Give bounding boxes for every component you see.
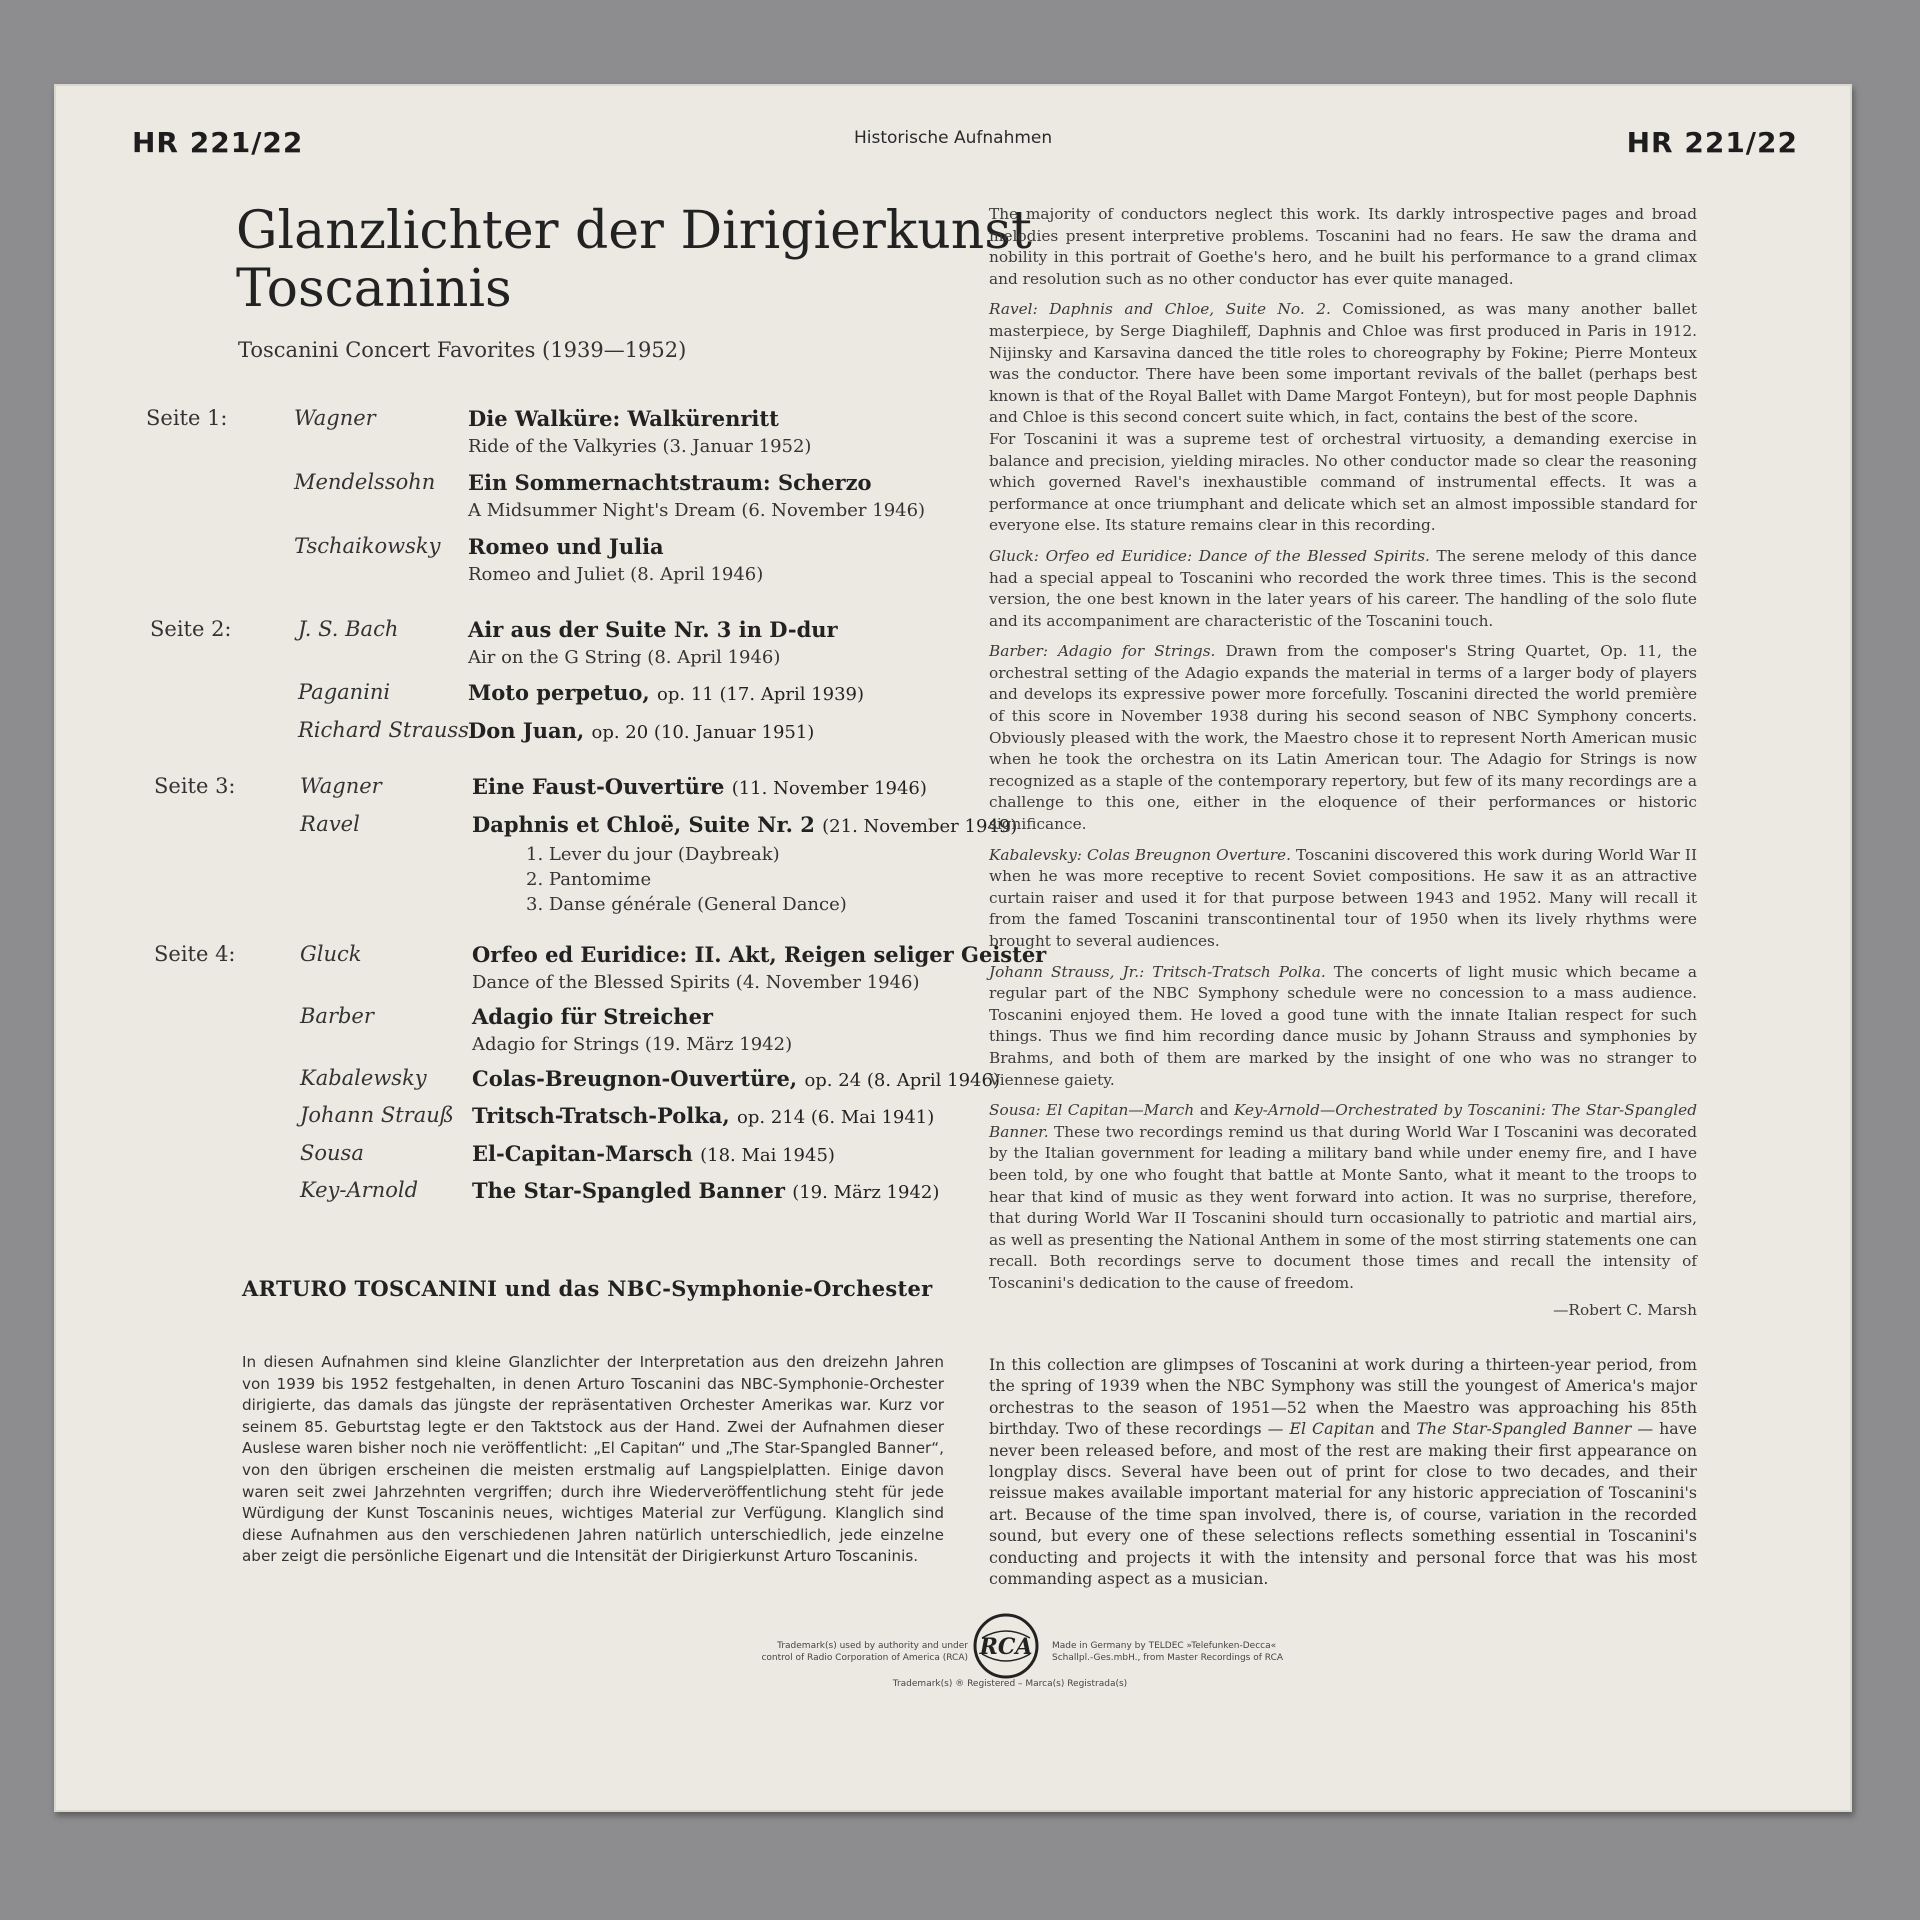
note-body: The concerts of light music which became a regular part of the NBC Symphony schedule were no concession to a mass audience. Toscanini enjoyed them. He loved a good tune with the innate Italian respect for such things. Thus we find him recording dance music by Johann Strauss and symphonies by Brahms, and both of them are marked by the insight of one who was no stranger to Viennese gaiety. <box>989 962 1697 1089</box>
work-title-text: The Star-Spangled Banner <box>472 1178 785 1203</box>
work-subtitle: Air on the G String (8. April 1946) <box>468 647 781 668</box>
work-title <box>468 718 814 743</box>
work-title: Die Walküre: Walkürenritt <box>468 406 779 431</box>
english-text: In this collection are glimpses of Toscanini at work during a thirteen-year period, from the spring of 1939 when the NBC Symphony was still the youngest of America's major orchestras to the season of 1951—52 when the Maestro was approaching his 85th birthday. Two of these recordings — <box>989 1355 1697 1439</box>
work-title <box>468 680 864 705</box>
note-body: and <box>1194 1101 1234 1120</box>
work-title <box>472 1178 939 1203</box>
work-detail: (11. November 1946) <box>731 778 927 799</box>
trademark-line: Trademark(s) used by authority and under <box>777 1641 968 1651</box>
movement-item: 1. Lever du jour (Daybreak) <box>526 844 780 865</box>
note-body: For Toscanini it was a supreme test of orchestral virtuosity, a demanding exercise in balance and precision, yielding miracles. No other conductor made so clear the reasoning which governed Ravel's inexhaustible command of instrumental effects. It was a performance at once triumphant and delicate which set an almost impossible standard for everyone else. Its stature remains clear in this recording. <box>989 429 1697 535</box>
note-paragraph <box>989 641 1697 835</box>
series-label: Historische Aufnahmen <box>854 128 1053 148</box>
work-subtitle: Adagio for Strings (19. März 1942) <box>472 1034 793 1055</box>
english-liner-text <box>989 1354 1697 1589</box>
note-heading: Kabalevsky: Colas Breugnon Overture. <box>989 845 1291 864</box>
catalog-number-left: HR 221/22 <box>132 126 304 159</box>
note-paragraph <box>989 299 1697 537</box>
composer: Gluck <box>300 942 362 966</box>
work-title <box>472 1066 1000 1091</box>
work-detail: op. 24 (8. April 1946) <box>804 1070 1000 1091</box>
note-paragraph: The majority of conductors neglect this work. Its darkly introspective pages and broad melodies present interpretive problems. Toscanini had no fears. He saw the drama and nobility in this portrait of Goethe's hero, and he built his performance to a grand climax and resolution such as no other conductor has ever quite managed. <box>989 205 1697 288</box>
work-detail: (19. März 1942) <box>792 1182 940 1203</box>
work-title: Air aus der Suite Nr. 3 in D-dur <box>468 617 838 642</box>
performers: ARTURO TOSCANINI und das NBC-Symphonie-Orchester <box>242 1276 933 1301</box>
composer: Sousa <box>300 1141 364 1165</box>
work-subtitle: Dance of the Blessed Spirits (4. November 1946) <box>472 972 920 993</box>
english-title: The Star-Spangled Banner <box>1416 1419 1632 1439</box>
work-title-text: Colas-Breugnon-Ouvertüre, <box>472 1066 798 1091</box>
work-title-text: Daphnis et Chloë, Suite Nr. 2 <box>472 812 815 837</box>
work-title: Romeo und Julia <box>468 534 664 559</box>
english-text: — have never been released before, and most of the rest are making their first appearance on longplay discs. Several have been out of print for close to two decades, and their reissue makes available important material for any historic appreciation of Toscanini's art. Because of the time span involved, there is, of course, variation in the recorded sound, but every one of these selections reflects something essential in Toscanini's conducting and projects it with the intensity and personal force that was his most commanding aspect as a musician. <box>989 1419 1697 1589</box>
album-title-line-2: Toscaninis <box>236 259 512 319</box>
work-title: Orfeo ed Euridice: II. Akt, Reigen seliger Geister <box>472 942 1047 967</box>
movement-item: 2. Pantomime <box>526 869 652 890</box>
note-paragraph <box>989 962 1697 1092</box>
work-title-text: Don Juan, <box>468 718 585 743</box>
manufacturer-line: Made in Germany by TELDEC »Telefunken-Decca« <box>1052 1641 1277 1651</box>
author-signature: —Robert C. Marsh <box>1553 1300 1697 1319</box>
note-heading: Ravel: Daphnis and Chloe, Suite No. 2. <box>989 300 1331 319</box>
record-sleeve <box>54 84 1852 1812</box>
english-text: and <box>1374 1419 1417 1439</box>
trademark-line: control of Radio Corporation of America (RCA) <box>761 1653 968 1663</box>
note-heading: Sousa: El Capitan—March <box>989 1101 1195 1120</box>
note-heading: Johann Strauss, Jr.: Tritsch-Tratsch Polka. <box>989 962 1326 981</box>
note-heading: Key-Arnold—Orchestrated by Toscanini: The Star-Spangled Banner. <box>989 1101 1697 1141</box>
work-title-text: Eine Faust-Ouvertüre <box>472 774 725 799</box>
composer: Johann Strauß <box>300 1103 454 1127</box>
note-body: Drawn from the composer's String Quartet, Op. 11, the orchestral setting of the Adagio expands the material in terms of a larger body of players and develops its expressive power more forcefully. Toscanini directed the world première of this score in November 1938 during his second season of NBC Symphony concerts. Obviously pleased with the work, the Maestro chose it to represent North American music when he took the orchestra on its Latin American tour. The Adagio for Strings is now recognized as a staple of the contemporary repertory, but few of its many recordings are a challenge to this one, either in the eloquence of their performances or historic significance. <box>989 642 1698 834</box>
movement-item: 3. Danse générale (General Dance) <box>526 894 847 915</box>
rca-logo-text: RCA <box>979 1634 1033 1660</box>
work-subtitle: Ride of the Valkyries (3. Januar 1952) <box>468 436 812 457</box>
side-1-label: Seite 1: <box>146 406 228 430</box>
work-title: Ein Sommernachtstraum: Scherzo <box>468 470 872 495</box>
trademark-note <box>750 1640 968 1664</box>
work-detail: (18. Mai 1945) <box>700 1145 835 1166</box>
work-detail: (21. November 1949) <box>822 816 1018 837</box>
composer: Wagner <box>300 774 382 798</box>
work-detail: op. 20 (10. Januar 1951) <box>591 722 815 743</box>
note-heading: Barber: Adagio for Strings. <box>989 642 1216 661</box>
work-title <box>472 1141 835 1166</box>
catalog-number-right: HR 221/22 <box>1626 126 1798 159</box>
german-liner-text: In diesen Aufnahmen sind kleine Glanzlichter der Interpretation aus den dreizehn Jahren von 1939 bis 1952 festgehalten, in denen Arturo Toscanini das NBC-Symphonie-Orchester dirigierte, das damals das jüngste der repräsentativen Orchester Amerikas war. Kurz vor seinem 85. Geburtstag legte er den Taktstock aus der Hand. Zwei der Aufnahmen dieser Auslese waren bisher noch nie veröffentlicht: „El Capitan“ und „The Star-Spangled Banner“, von den übrigen erscheinen die meisten erstmalig auf Langspielplatten. Einige davon waren seit zwei Jahrzehnten vergriffen; durch ihre Wiederveröffentlichung steht für jede Würdigung der Kunst Toscaninis neues, wichtiges Material zur Verfügung. Klanglich sind diese Aufnahmen aus den verschiedenen Jahren natürlich unterschiedlich, jede einzelne aber zeigt die persönliche Eigenart und die Intensität der Dirigierkunst Arturo Toscaninis. <box>242 1353 944 1566</box>
manufacturer-note <box>1052 1640 1312 1664</box>
composer: Barber <box>300 1004 374 1028</box>
work-subtitle: Romeo and Juliet (8. April 1946) <box>468 564 764 585</box>
english-title: El Capitan <box>1289 1419 1375 1439</box>
work-subtitle: A Midsummer Night's Dream (6. November 1946) <box>468 500 926 521</box>
note-body: These two recordings remind us that during World War I Toscanini was decorated by the Italian government for leading a military band while under enemy fire, and I have been told, by one who fought that battle at Monte Santo, what it meant to the troops to hear that kind of music as they went forward into action. It was no surprise, therefore, that during World War II Toscanini should turn occasionally to patriotic and martial airs, as well as presenting the National Anthem in some of the most stirring statements one can recall. Both recordings serve to document those times and recall the intensity of Toscanini's dedication to the cause of freedom. <box>989 1122 1697 1292</box>
note-body: The serene melody of this dance had a special appeal to Toscanini who recorded the work three times. This is the second version, the one best known in the later years of his career. The handling of the solo flute and its accompaniment are characteristic of the Toscanini touch. <box>989 546 1697 630</box>
album-title-line-1: Glanzlichter der Dirigierkunst <box>236 201 1032 261</box>
work-title-text: El-Capitan-Marsch <box>472 1141 693 1166</box>
work-title <box>472 774 927 799</box>
movement-list <box>526 842 847 917</box>
work-detail: op. 214 (6. Mai 1941) <box>737 1107 935 1128</box>
composer: Key-Arnold <box>300 1178 419 1202</box>
work-title <box>472 812 1017 837</box>
work-title-text: Tritsch-Tratsch-Polka, <box>472 1103 730 1128</box>
composer: Wagner <box>294 406 376 430</box>
work-title-text: Moto perpetuo, <box>468 680 650 705</box>
composer: Ravel <box>300 812 360 836</box>
side-4-label: Seite 4: <box>154 942 236 966</box>
liner-notes <box>989 204 1697 1321</box>
side-3-label: Seite 3: <box>154 774 236 798</box>
album-subtitle: Toscanini Concert Favorites (1939—1952) <box>238 338 687 362</box>
footer <box>694 1612 1294 1692</box>
composer: Mendelssohn <box>294 470 436 494</box>
note-paragraph <box>989 845 1697 953</box>
composer: J. S. Bach <box>298 617 399 641</box>
note-paragraph <box>989 1100 1697 1294</box>
composer: Richard Strauss <box>298 718 469 742</box>
work-title <box>472 1103 934 1128</box>
side-2-label: Seite 2: <box>150 617 232 641</box>
composer: Paganini <box>298 680 391 704</box>
manufacturer-line: Schallpl.-Ges.mbH., from Master Recordings of RCA <box>1052 1653 1284 1663</box>
note-paragraph <box>989 546 1697 632</box>
composer: Kabalewsky <box>300 1066 427 1090</box>
composer: Tschaikowsky <box>294 534 441 558</box>
work-title: Adagio für Streicher <box>472 1004 713 1029</box>
note-body: Comissioned, as was many another ballet masterpiece, by Serge Diaghileff, Daphnis and Chloe was first produced in Paris in 1912. Nijinsky and Karsavina danced the title roles to choreography by Fokine; Pierre Monteux was the conductor. There have been some important revivals of the ballet (perhaps best known is that of the Royal Ballet with Dame Margot Fonteyn), but for most people Daphnis and Chloe is this second concert suite which, in fact, contains the best of the score. <box>989 300 1697 427</box>
album-title <box>236 202 1032 318</box>
note-body: Toscanini discovered this work during World War II when he was more receptive to recent Soviet compositions. He saw it as an attractive curtain raiser and used it for that purpose between 1943 and 1952. Many will recall it from the famed Toscanini transcontinental tour of 1950 when its lively rhythms were brought to several audiences. <box>989 845 1698 950</box>
registered-note: Trademark(s) ® Registered – Marca(s) Registrada(s) <box>892 1679 1128 1689</box>
note-heading: Gluck: Orfeo ed Euridice: Dance of the Blessed Spirits. <box>989 546 1430 565</box>
rca-logo-icon <box>972 1612 1040 1680</box>
work-detail: op. 11 (17. April 1939) <box>657 684 865 705</box>
